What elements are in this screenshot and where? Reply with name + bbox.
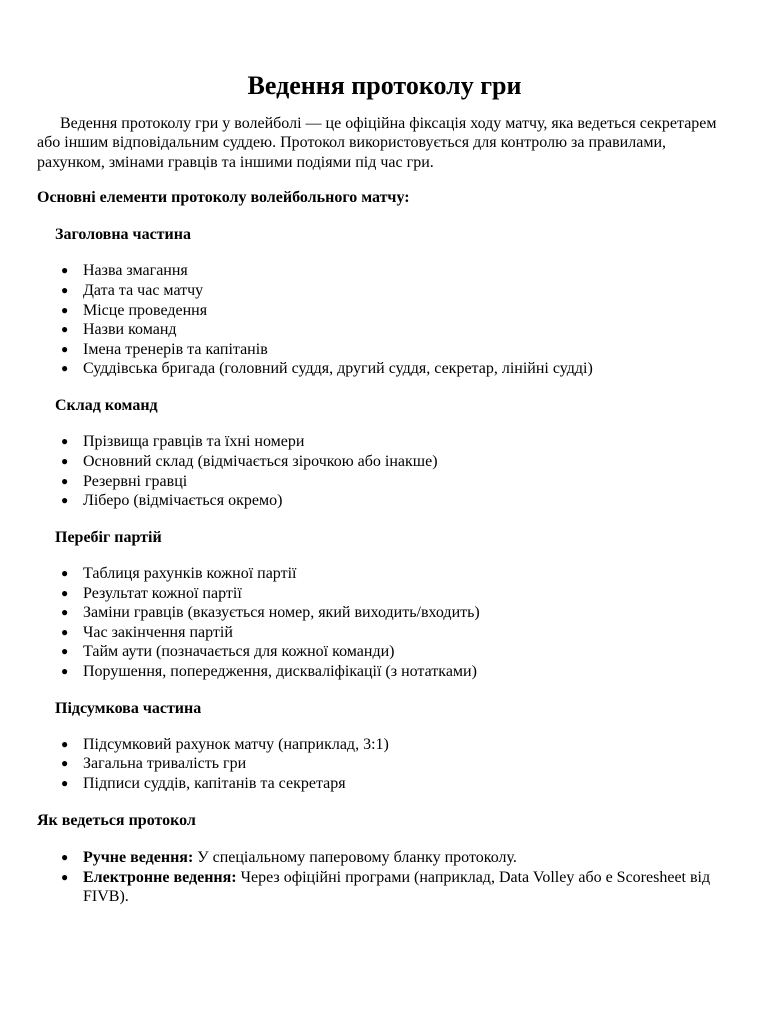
method-text: Через офіційні програми (наприклад, Data Volley або e Scoresheet від FIVB).	[83, 868, 711, 906]
list-item-text: Підписи суддів, капітанів та секретаря	[83, 775, 346, 793]
section-heading-header-part: Заголовна частина	[55, 226, 191, 244]
summary-list	[37, 735, 732, 794]
bullet-icon: ●	[61, 322, 69, 337]
list-item	[61, 491, 732, 511]
list-item	[61, 472, 732, 492]
method-label: Електронне ведення:	[83, 868, 237, 886]
list-item	[61, 754, 732, 774]
list-item-text: Місце проведення	[83, 301, 208, 319]
list-item	[61, 642, 732, 662]
list-item-text: Назва змагання	[83, 262, 188, 280]
elements-heading: Основні елементи протоколу волейбольного матчу:	[37, 188, 410, 206]
list-item	[61, 261, 732, 281]
list-item-text: Імена тренерів та капітанів	[83, 340, 268, 358]
bullet-icon: ●	[61, 473, 69, 488]
bullet-icon: ●	[61, 361, 69, 376]
header-part-list	[37, 261, 732, 379]
list-item-text: Час закінчення партій	[83, 623, 233, 641]
list-item-text: Тайм аути (позначається для кожної команди)	[83, 643, 395, 661]
list-item	[61, 735, 732, 755]
list-item-text: Основний склад (відмічається зірочкою або інакше)	[83, 452, 438, 470]
bullet-icon: ●	[61, 585, 69, 600]
section-heading-teams: Склад команд	[55, 397, 158, 415]
list-item	[61, 868, 732, 907]
bullet-icon: ●	[61, 644, 69, 659]
bullet-icon: ●	[61, 756, 69, 771]
list-item	[61, 359, 732, 379]
bullet-icon: ●	[61, 263, 69, 278]
list-item-text: Резервні гравці	[83, 472, 188, 490]
section-heading-summary: Підсумкова частина	[55, 699, 202, 717]
bullet-icon: ●	[61, 736, 69, 751]
list-item-text: Порушення, попередження, дискваліфікації (з нотатками)	[83, 662, 477, 680]
bullet-icon: ●	[61, 341, 69, 356]
list-item-text: Загальна тривалість гри	[83, 755, 247, 773]
list-item	[61, 662, 732, 682]
bullet-icon: ●	[61, 453, 69, 468]
list-item-text: Підсумковий рахунок матчу (наприклад, 3:1)	[83, 735, 389, 753]
bullet-icon: ●	[61, 605, 69, 620]
list-item	[61, 564, 732, 584]
page-title: Ведення протоколу гри	[247, 71, 522, 100]
list-item-text: Результат кожної партії	[83, 584, 242, 602]
list-item	[61, 848, 732, 868]
method-label: Ручне ведення:	[83, 848, 194, 866]
list-item-text: Таблиця рахунків кожної партії	[83, 565, 297, 583]
method-text: У спеціальному паперовому бланку протоколу.	[193, 848, 517, 866]
list-item	[61, 623, 732, 643]
sets-list	[37, 564, 732, 682]
list-item	[61, 452, 732, 472]
list-item	[61, 584, 732, 604]
bullet-icon: ●	[61, 663, 69, 678]
list-item-text: Дата та час матчу	[83, 282, 204, 300]
bullet-icon: ●	[61, 283, 69, 298]
list-item	[61, 603, 732, 623]
list-item-text: Суддівська бригада (головний суддя, другий суддя, секретар, лінійні судді)	[83, 360, 593, 378]
method-list	[37, 848, 732, 907]
list-item	[61, 774, 732, 794]
list-item	[61, 432, 732, 452]
list-item-text: Заміни гравців (вказується номер, який виходить/входить)	[83, 604, 480, 622]
list-item	[61, 340, 732, 360]
bullet-icon: ●	[61, 849, 69, 864]
section-heading-sets: Перебіг партій	[55, 528, 162, 546]
list-item-text: Ліберо (відмічається окремо)	[83, 492, 283, 510]
bullet-icon: ●	[61, 776, 69, 791]
teams-list	[37, 432, 732, 510]
list-item-text: Прізвища гравців та їхні номери	[83, 433, 305, 451]
bullet-icon: ●	[61, 869, 69, 884]
list-item	[61, 281, 732, 301]
bullet-icon: ●	[61, 624, 69, 639]
bullet-icon: ●	[61, 493, 69, 508]
bullet-icon: ●	[61, 434, 69, 449]
bullet-icon: ●	[61, 566, 69, 581]
list-item	[61, 301, 732, 321]
list-item	[61, 320, 732, 340]
intro-paragraph: Ведення протоколу гри у волейболі — це офіційна фіксація ходу матчу, яка ведеться секретарем або іншим відповідальним суддею. Протокол використовується для контролю за правилами, рахунком, змінами гравців та іншими подіями під час гри.	[37, 115, 717, 171]
bullet-icon: ●	[61, 302, 69, 317]
method-heading: Як ведеться протокол	[37, 811, 196, 829]
list-item-text: Назви команд	[83, 321, 177, 339]
